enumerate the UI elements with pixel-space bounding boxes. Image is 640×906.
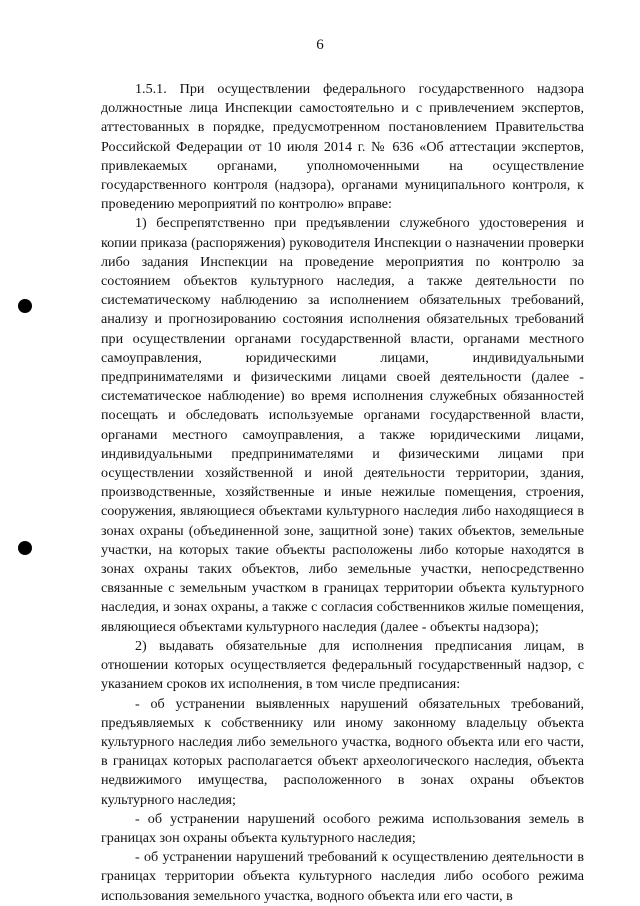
paragraph: 2) выдавать обязательные для исполнения предписания лицам, в отношении которых осуществляется федеральный государственный надзор, с указанием сроков их исполнения, в том числе предписания: <box>101 637 584 693</box>
paragraph: 1.5.1. При осуществлении федерального государственного надзора должностные лица Инспекции самостоятельно и с привлечением экспертов, аттестованных в порядке, предусмотренном постановлением Правительства Российской Федерации от 10 июля 2014 г. № 636 «Об аттестации экспертов, привлекаемых органами, уполномоченными на осуществление государственного контроля (надзора), органами муниципального контроля, к проведению мероприятий по контролю» вправе: <box>101 81 584 213</box>
page-number: 6 <box>316 37 324 53</box>
punch-hole-mark <box>18 299 32 313</box>
paragraph: - об устранении нарушений особого режима использования земель в границах зон охраны объекта культурного наследия; <box>101 810 584 846</box>
paragraph: 1) беспрепятственно при предъявлении служебного удостоверения и копии приказа (распоряжения) руководителя Инспекции о назначении проверки либо задания Инспекции на проведение мероприятия по контролю за состоянием объектов культурного наследия, а также деятельности по систематическому наблюдению за исполнением обязательных требований, анализу и прогнозированию состояния исполнения обязательных требований при осуществлении органами государственной власти, органами местного самоуправления, юридическими лицами, индивидуальными предпринимателями и физическими лицами своей деятельности (далее - систематическое наблюдение) во время исполнения служебных обязанностей посещать и обследовать используемые органами государственной власти, органами местного самоуправления, а также юридическими лицами, индивидуальными предпринимателями и физическими лицами при осуществлении хозяйственной и иной деятельности территории, здания, производственные, хозяйственные и иные нежилые помещения, строения, сооружения, являющиеся объектами культурного наследия либо находящиеся в зонах охраны (объединенной зоне, защитной зоне) таких объектов, земельные участки, на которых такие объекты расположены либо которые находятся в зонах охраны таких объектов, либо земельные участки, непосредственно связанные с земельным участком в границах территории объекта культурного наследия, и зонах охраны, а также с согласия собственников жилые помещения, являющиеся объектами культурного наследия (далее - объекты надзора); <box>101 215 584 635</box>
punch-hole-mark <box>18 541 32 555</box>
paragraph: - об устранении выявленных нарушений обязательных требований, предъявляемых к собственнику или иному законному владельцу объекта культурного наследия либо земельного участка, водного объекта или его части, в границах которых располагается объект археологического наследия, объекта недвижимого имущества, расположенного в зонах охраны объектов культурного наследия; <box>101 695 584 808</box>
paragraph: - об устранении нарушений требований к осуществлению деятельности в границах территории объекта культурного наследия либо особого режима использования земельного участка, водного объекта или его части, в <box>101 849 584 904</box>
document-body <box>101 80 584 906</box>
